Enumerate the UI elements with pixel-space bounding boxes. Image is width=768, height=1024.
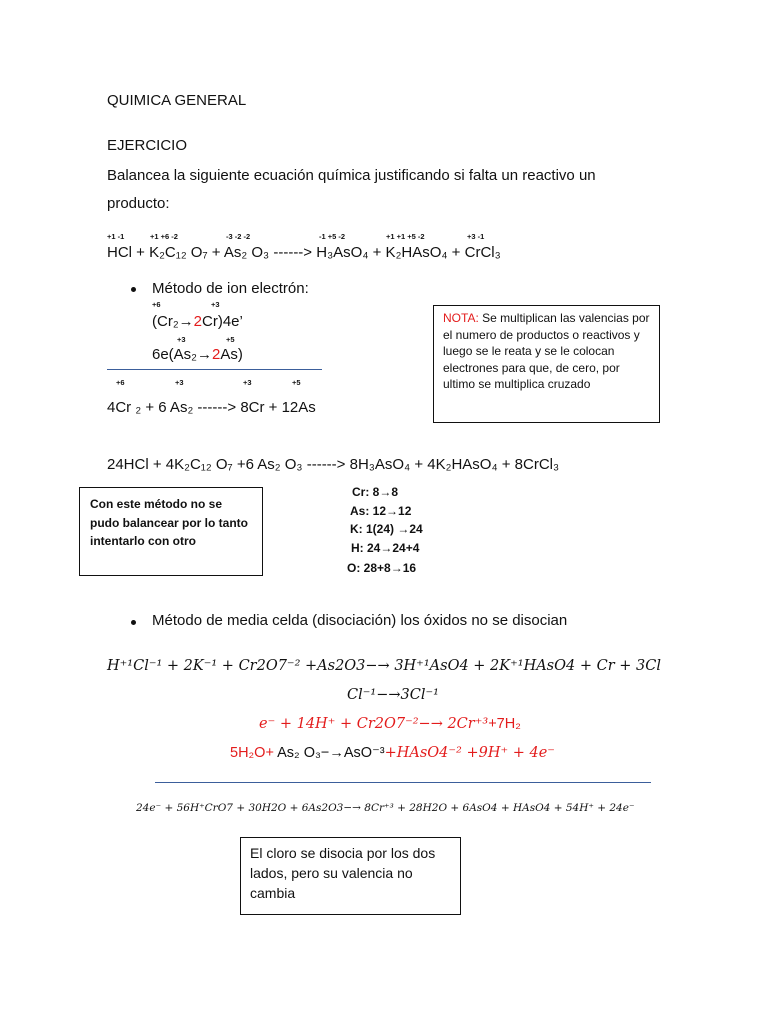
- ox-number: +3: [177, 335, 186, 344]
- ox-number: +1 -1: [107, 232, 125, 241]
- atom-count: As: 12→12: [350, 504, 412, 518]
- ox-number: +1 +1 +5 -2: [386, 232, 425, 241]
- chromium-half-reaction: e⁻ + 14H⁺ + Cr2O7⁻²−→ 2Cr⁺³+7H₂: [259, 716, 521, 732]
- combined-equation: 4Cr ₂ + 6 As₂ ------> 8Cr + 12As: [107, 399, 316, 416]
- ox-number: -3 -2 -2: [226, 232, 251, 241]
- atom-count: K: 1(24) →24: [350, 522, 423, 536]
- arsenic-half-reaction: 5H₂O+ As₂ O₃−→AsO⁻³+HAsO4⁻² +9H⁺ + 4e⁻: [230, 745, 555, 761]
- dissociation-equation: H⁺¹Cl⁻¹ + 2K⁻¹ + Cr2O7⁻² +As2O3−→ 3H⁺¹AsO4 + 2K⁺¹HAsO4 + Cr + 3Cl: [107, 658, 661, 674]
- prompt-line-2: producto:: [107, 195, 170, 212]
- method2-heading: Método de media celda (disociación) los óxidos no se disocian: [152, 612, 568, 629]
- main-equation: HCl + K₂C₁₂ O₇ + As₂ O₃ ------> H₃AsO₄ + K₂HAsO₄ + CrCl₃: [107, 244, 501, 261]
- ox-number: +1 +6 -2: [150, 232, 178, 241]
- balanced-equation: 24HCl + 4K₂C₁₂ O₇ +6 As₂ O₃ ------> 8H₃AsO₄ + 4K₂HAsO₄ + 8CrCl₃: [107, 456, 560, 473]
- section-heading: EJERCICIO: [107, 137, 188, 154]
- chlorine-note: El cloro se disocia por los dos lados, pero su valencia no cambia: [240, 837, 461, 915]
- atom-count: O: 28+8→16: [347, 561, 417, 575]
- half-reaction-cr: (Cr₂→2Cr)4e’: [152, 313, 243, 330]
- divider-line: [155, 782, 651, 783]
- ox-number: +6: [152, 300, 161, 309]
- ox-number: +6: [116, 378, 125, 387]
- failed-method-note: Con este método no se pudo balancear por lo tanto intentarlo con otro: [79, 487, 263, 576]
- ox-number: -1 +5 -2: [319, 232, 346, 241]
- ox-number: +3 -1: [467, 232, 485, 241]
- ox-number: +5: [292, 378, 301, 387]
- chlorine-half-reaction: Cl⁻¹−→3Cl⁻¹: [347, 687, 439, 703]
- page-title: QUIMICA GENERAL: [107, 92, 247, 109]
- ox-number: +5: [226, 335, 235, 344]
- method1-heading: Método de ion electrón:: [152, 280, 309, 297]
- nota-box: NOTA: Se multiplican las valencias por el numero de productos o reactivos y luego se le reata y se le colocan electrones para que, de cero, por ultimo se multiplica cruzado: [433, 305, 660, 423]
- final-equation: 24e⁻ + 56H⁺CrO7 + 30H2O + 6As2O3−→ 8Cr⁺³ + 28H2O + 6AsO4 + HAsO4 + 54H⁺ + 24e⁻: [136, 802, 635, 814]
- half-reaction-as: 6e(As₂→2As): [152, 346, 243, 363]
- atom-count: Cr: 8→8: [352, 485, 399, 499]
- bullet: [131, 620, 136, 625]
- ox-number: +3: [175, 378, 184, 387]
- ox-number: +3: [243, 378, 252, 387]
- bullet: [131, 287, 136, 292]
- divider-line: [107, 369, 322, 370]
- prompt-line-1: Balancea la siguiente ecuación química justificando si falta un reactivo un: [107, 167, 596, 184]
- atom-count: H: 24→24+4: [351, 541, 420, 555]
- ox-number: +3: [211, 300, 220, 309]
